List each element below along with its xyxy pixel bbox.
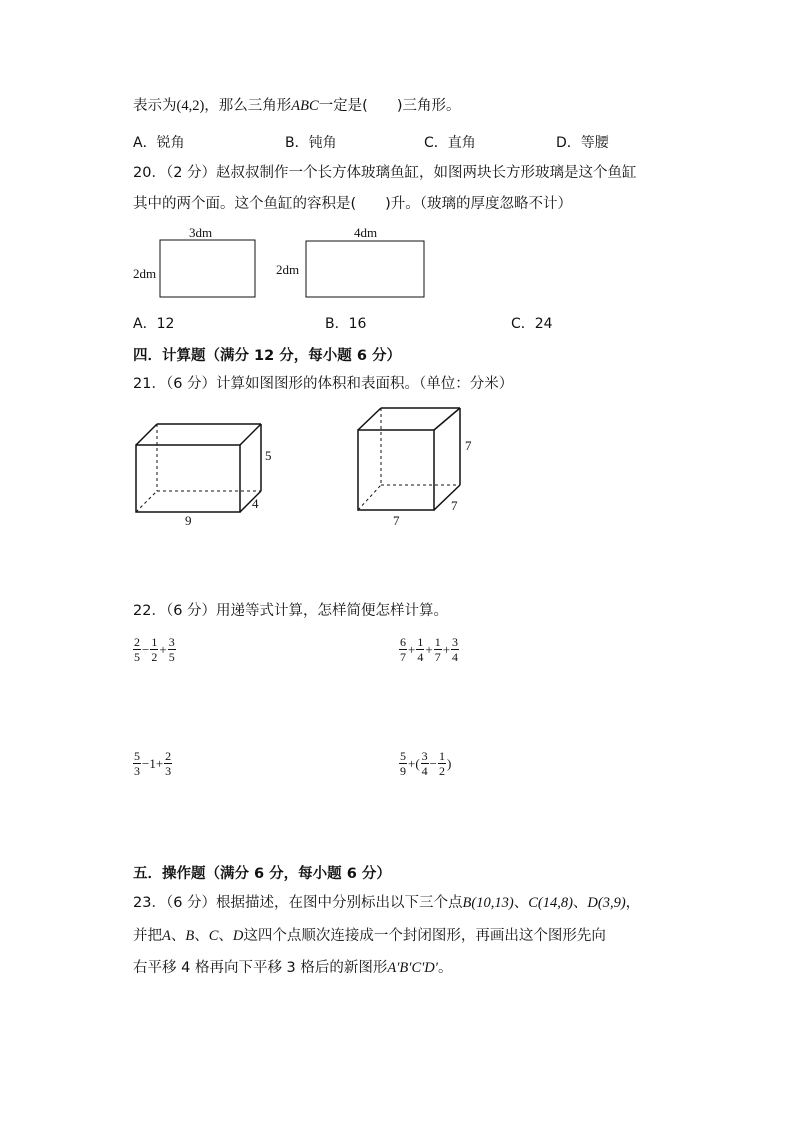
- q20-rect2-top-label: 4dm: [354, 225, 378, 240]
- q20-option-b[interactable]: B．16: [325, 316, 367, 332]
- q23-point-c: C(14,8): [528, 895, 573, 911]
- q21-text: 21．（6 分）计算如图图形的体积和表面积。（单位：分米）: [133, 376, 514, 392]
- q22-expression-1: [133, 636, 176, 663]
- q23-line2-rest: 这四个点顺次连接成一个封闭图形，再画出这个图形先向: [243, 928, 606, 944]
- q19-option-b[interactable]: B．钝角: [285, 135, 337, 151]
- q19-option-d[interactable]: D．等腰: [556, 135, 609, 151]
- operator: −1+: [142, 755, 164, 771]
- fraction: $\frac{1}{2}$: [439, 749, 446, 778]
- separator: 、: [572, 895, 588, 911]
- q21-box1-width-label: 4: [252, 496, 259, 511]
- operator: +: [442, 641, 451, 657]
- point-label: D: [232, 928, 244, 944]
- q23-point-b: B(10,13): [462, 895, 514, 911]
- q23-line3-text: 右平移 4 格再向下平移 3 格后的新图形: [133, 960, 388, 976]
- q20-rectangles-figure: [125, 222, 445, 304]
- q22-expression-4: [399, 750, 452, 777]
- fraction: $\frac{3}{4}$: [421, 749, 428, 778]
- q23-line3: [133, 958, 452, 978]
- separator: 、: [513, 895, 529, 911]
- q19-option-c[interactable]: C．直角: [424, 135, 476, 151]
- q22-text: 22．（6 分）用递等式计算，怎样简便怎样计算。: [133, 603, 449, 619]
- q20-rect2: [306, 241, 424, 297]
- q20-rect1: [160, 240, 255, 297]
- operator: −: [142, 641, 150, 657]
- point-label: C: [208, 928, 219, 944]
- separator: 、: [170, 928, 186, 944]
- q19-coord: (4,2): [176, 98, 205, 114]
- q19-abc: ABC: [291, 98, 319, 114]
- operator: ): [447, 755, 452, 771]
- fraction: $\frac{6}{7}$: [400, 635, 406, 664]
- operator: +: [425, 641, 433, 657]
- fraction: $\frac{1}{4}$: [417, 635, 424, 664]
- q21-box1-length-label: 9: [185, 513, 192, 528]
- q20-rect1-side-label: 2dm: [133, 266, 157, 281]
- fraction: $\frac{3}{4}$: [452, 635, 459, 664]
- q21-box2-width-label: 7: [451, 498, 458, 513]
- q19-stem: [133, 96, 461, 116]
- q20-line1: 20．（2 分）赵叔叔制作一个长方体玻璃鱼缸，如图两块长方形玻璃是这个鱼缸: [133, 165, 637, 181]
- section-4-title: 四．计算题（满分 12 分，每小题 6 分）: [133, 348, 401, 364]
- separator: ，: [625, 895, 641, 911]
- section-5-title: 五．操作题（满分 6 分，每小题 6 分）: [133, 866, 391, 882]
- q21-cuboid-2: [358, 408, 472, 528]
- point-label: A: [162, 928, 171, 944]
- q19-option-a[interactable]: A．锐角: [133, 135, 185, 151]
- q21-cuboids-figure: [125, 400, 485, 535]
- q20-option-c[interactable]: C．24: [511, 316, 553, 332]
- fraction: $\frac{2}{3}$: [165, 749, 172, 778]
- operator: +: [159, 641, 167, 657]
- q20-rect1-top-label: 3dm: [189, 225, 213, 240]
- q22-expression-2: [399, 636, 459, 663]
- fraction: $\frac{5}{3}$: [134, 749, 140, 778]
- operator: −: [429, 755, 438, 771]
- q22-expression-3: [133, 750, 172, 777]
- separator: 。: [437, 960, 453, 976]
- separator: 、: [218, 928, 233, 944]
- q20-line2: 其中的两个面。这个鱼缸的容积是( )升。（玻璃的厚度忽略不计）: [133, 196, 573, 212]
- fraction: $\frac{1}{7}$: [434, 635, 441, 664]
- q19-prefix: 表示为: [133, 98, 177, 114]
- separator: 、: [194, 928, 209, 944]
- q19-mid: ，那么三角形: [204, 98, 292, 114]
- fraction: $\frac{1}{2}$: [151, 635, 158, 664]
- q23-line1-text: 23．（6 分）根据描述，在图中分别标出以下三个点: [133, 895, 463, 911]
- fraction: $\frac{3}{5}$: [168, 635, 175, 664]
- q21-box2-height-label: 7: [465, 438, 472, 453]
- q21-cuboid-1: [136, 424, 272, 528]
- q23-point-d: D(3,9): [587, 895, 626, 911]
- point-label: B: [185, 928, 195, 944]
- operator: +(: [408, 755, 420, 771]
- q21-box1-height-label: 5: [265, 448, 272, 463]
- q23-new-shape-label: A′B′C′D′: [387, 960, 438, 976]
- fraction: $\frac{2}{5}$: [134, 635, 140, 664]
- q23-line2: [133, 926, 606, 946]
- fraction: $\frac{5}{9}$: [400, 749, 406, 778]
- q20-rect2-side-label: 2dm: [276, 262, 300, 277]
- q19-suffix: 一定是( )三角形。: [318, 98, 461, 114]
- q23-line1: [133, 893, 640, 913]
- operator: +: [408, 641, 416, 657]
- q21-box2-length-label: 7: [393, 513, 400, 528]
- q23-line2-text: 并把: [133, 928, 162, 944]
- q20-option-a[interactable]: A．12: [133, 316, 175, 332]
